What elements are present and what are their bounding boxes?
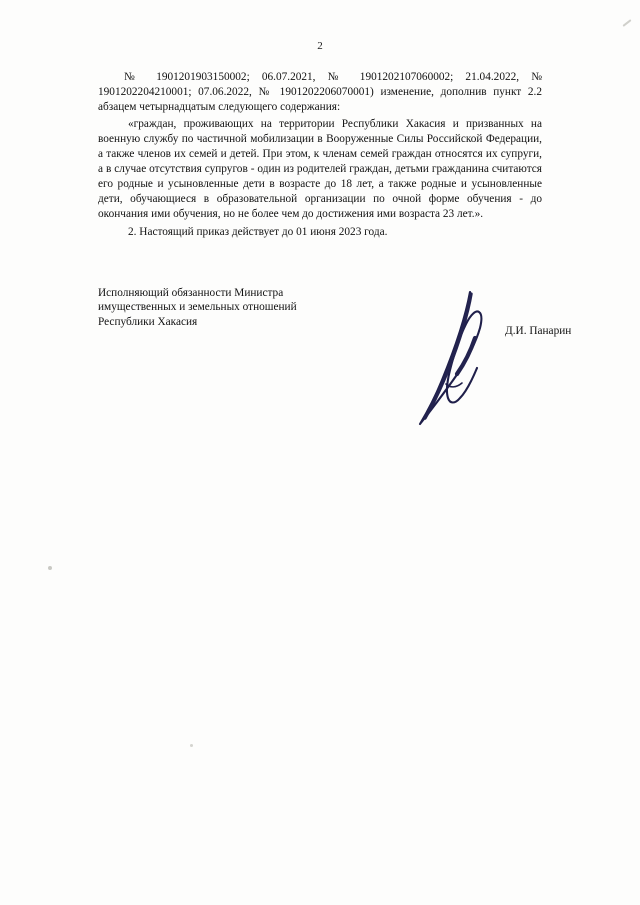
signature-title-line-3: Республики Хакасия (98, 315, 198, 328)
page-speck (48, 566, 52, 570)
document-body (98, 70, 542, 240)
page-speck (622, 19, 631, 27)
signature-title-line-2: имущественных и земельных отношений (98, 301, 297, 314)
page-number: 2 (317, 40, 323, 52)
signature-title-line-1: Исполняющий обязанности Министра (98, 287, 284, 299)
signature-title-block (98, 286, 398, 329)
paragraph-validity: 2. Настоящий приказ действует до 01 июня 2023 года. (128, 226, 388, 239)
signer-name: Д.И. Панарин (505, 325, 572, 337)
paragraph-header-amendment: № 1901201903150002; 06.07.2021, № 1901202107060002; 21.04.2022, № 1901202204210001; 07.06.2022, № 1901202206070001) изменение, дополнив пункт 2.2 абзацем четырнадцатым следующего содержания: (98, 71, 542, 114)
page-speck (190, 744, 193, 747)
paragraph-quoted-text: «граждан, проживающих на территории Республики Хакасия и призванных на военную службу по частичной мобилизации в Вооруженные Силы Российской Федерации, а также членов их семей и детей. При этом, к членам семей граждан относятся их супруги, а в случае отсутствия супругов - один из родителей граждан, детьми гражданина считаются его родные и усыновленные дети в возрасте до 18 лет, а также родные и усыновленные дети, обучающиеся в образовательной организации по очной форме обучения - до окончания ими обучения, но не более чем до достижения ими возраста 23 лет.». (98, 118, 542, 221)
handwritten-signature-icon (398, 288, 528, 428)
